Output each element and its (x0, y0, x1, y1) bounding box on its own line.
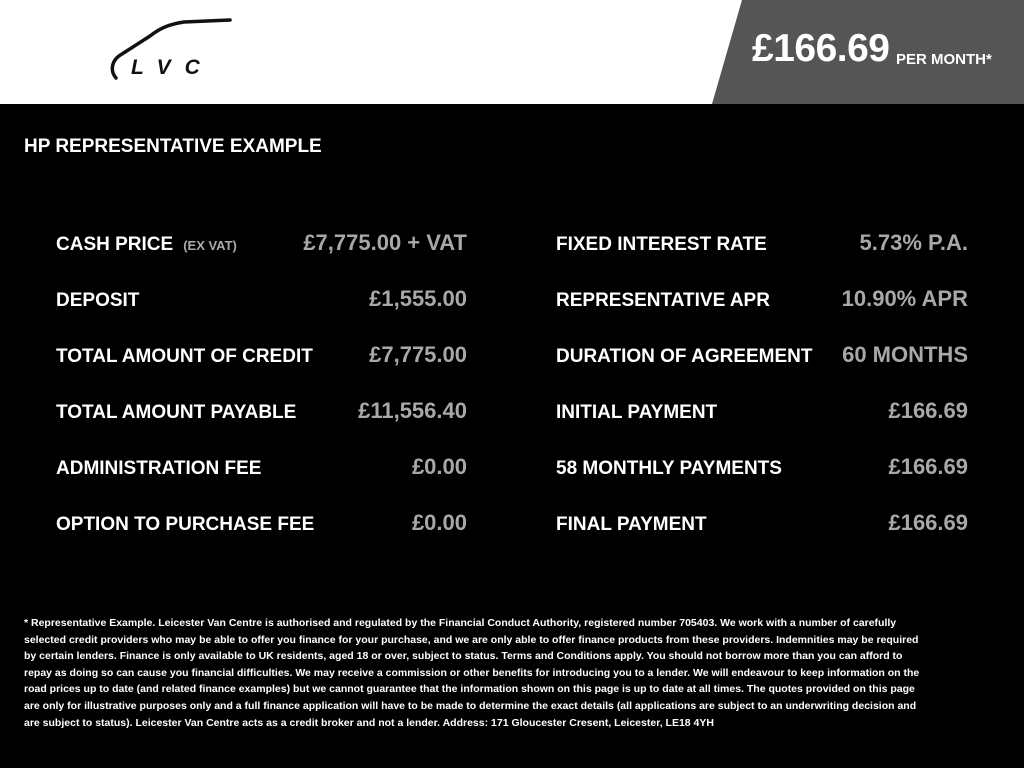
row-value: £7,775.00 + VAT (303, 230, 467, 255)
monthly-price-amount: £166.69 (752, 27, 890, 70)
right-row-duration (556, 342, 968, 372)
row-label: FIXED INTEREST RATE (556, 234, 767, 255)
header-bar (0, 0, 1024, 104)
row-value: £166.69 (888, 510, 968, 535)
right-row-apr (556, 286, 968, 316)
section-title: HP REPRESENTATIVE EXAMPLE (24, 136, 322, 157)
row-value: £166.69 (888, 398, 968, 423)
row-value: £11,556.40 (358, 398, 467, 423)
row-label: ADMINISTRATION FEE (56, 458, 262, 479)
left-row-total-payable (56, 398, 467, 428)
row-value: £0.00 (411, 510, 467, 535)
row-sublabel: (EX VAT) (183, 238, 237, 253)
row-value: £166.69 (888, 454, 968, 479)
row-value: 60 MONTHS (842, 342, 968, 367)
row-label: INITIAL PAYMENT (556, 402, 718, 423)
left-row-cash-price (56, 230, 467, 260)
right-row-monthly-payments (556, 454, 968, 484)
left-row-total-credit (56, 342, 467, 372)
right-row-final-payment (556, 510, 968, 540)
left-row-admin-fee (56, 454, 467, 484)
row-label: OPTION TO PURCHASE FEE (56, 514, 315, 535)
row-value: 10.90% APR (841, 286, 968, 311)
right-row-initial-payment (556, 398, 968, 428)
row-label: TOTAL AMOUNT OF CREDIT (56, 346, 313, 367)
row-label: REPRESENTATIVE APR (556, 290, 770, 311)
monthly-price-suffix: PER MONTH* (896, 51, 992, 68)
row-label: TOTAL AMOUNT PAYABLE (56, 402, 297, 423)
row-value: 5.73% P.A. (859, 230, 968, 255)
logo-text: LVC (131, 56, 214, 79)
row-label: DEPOSIT (56, 290, 140, 311)
row-label: 58 MONTHLY PAYMENTS (556, 458, 782, 479)
row-label: CASH PRICE (EX VAT) (56, 234, 237, 255)
right-row-interest-rate (556, 230, 968, 260)
row-value: £0.00 (411, 454, 467, 479)
row-value: £1,555.00 (369, 286, 467, 311)
row-label: FINAL PAYMENT (556, 514, 707, 535)
row-value: £7,775.00 (369, 342, 467, 367)
finance-disclaimer: * Representative Example. Leicester Van Centre is authorised and regulated by the Financial Conduct Authority, registered number 705403. We work with a number of carefully selected credit providers who may be able to offer you finance for your purchase, and we are only able to offer finance products from these providers. Indemnities may be required by certain lenders. Finance is only available to UK residents, aged 18 or over, subject to status. Terms and Conditions apply. You should not borrow more than you can afford to repay as doing so can cause you financial difficulties. We may receive a commission or other benefits for introducing you to a lender. We will endeavour to keep information on the road prices up to date (and related finance examples) but we cannot guarantee that the information shown on this page is up to date at all times. The quotes provided on this page are only for illustrative purposes only and a full finance application will have to be made to determine the exact details (all applications are subject to an underwriting decision and are subject to status). Leicester Van Centre acts as a credit broker and not a lender. Address: 171 Gloucester Cresent, Leicester, LE18 4YH (24, 617, 920, 729)
left-row-deposit (56, 286, 467, 316)
left-row-option-fee (56, 510, 467, 540)
row-label: DURATION OF AGREEMENT (556, 346, 813, 367)
